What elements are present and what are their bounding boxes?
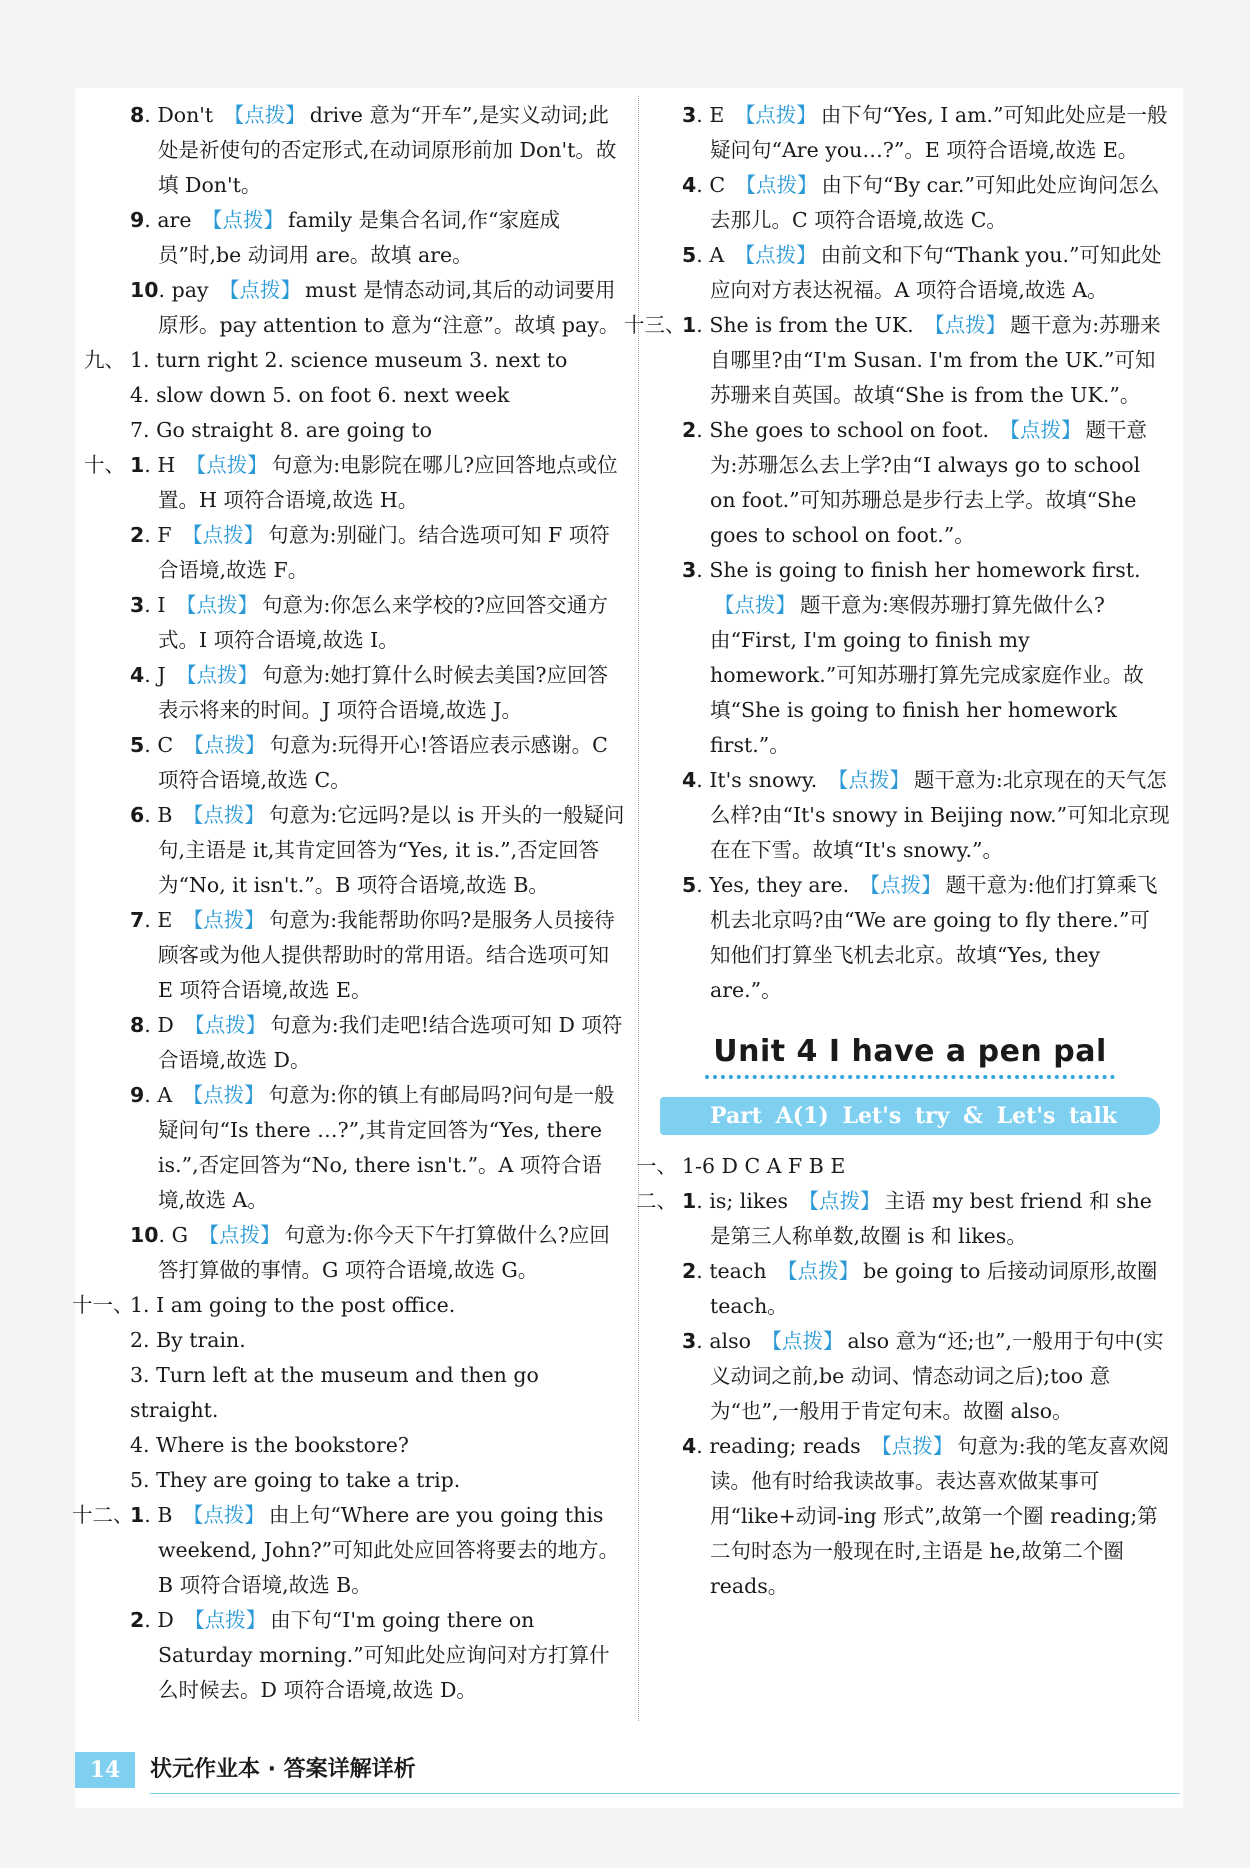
answer-item: 9. are 【点拨】 family 是集合名词,作“家庭成员”时,be 动词用 are。故填 are。 (130, 208, 560, 267)
item-number: 3 (682, 1329, 697, 1353)
item-explanation: be going to 后接动词原形,故圈 teach。 (710, 1259, 1158, 1318)
item-explanation: 由上句“Where are you going this weekend, John?”可知此处应回答将要去的地方。B 项符合语境,故选 B。 (158, 1503, 620, 1597)
unit-title-underline (705, 1075, 1115, 1079)
hint-tag: 【点拨】 (761, 1329, 844, 1353)
item-explanation: must 是情态动词,其后的动词要用原形。pay attention to 意为“注意”。故填 pay。 (158, 278, 620, 337)
answer-item: 7. E 【点拨】 句意为:我能帮助你吗?是服务人员接待顾客或为他人提供帮助时的常用语。结合选项可知 E 项符合语境,故选 E。 (130, 908, 615, 1002)
answer-item: 9. A 【点拨】 句意为:你的镇上有邮局吗?问句是一般疑问句“Is there …?”,其肯定回答为“Yes, there is.”,否定回答为“No, there isn't.”。A 项符合语境,故选 A。 (130, 1083, 615, 1212)
item-explanation: 由下句“Yes, I am.”可知此处应是一般疑问句“Are you…?”。E 项符合语境,故选 E。 (710, 103, 1168, 162)
hint-tag: 【点拨】 (827, 768, 910, 792)
item-answer: also (709, 1329, 751, 1353)
item-answer: J (157, 663, 166, 687)
hint-tag: 【点拨】 (859, 873, 942, 897)
section-number: 十一、 (72, 1293, 134, 1317)
item-number: 4 (682, 1434, 697, 1458)
item-explanation: drive 意为“开车”,是实义动词;此处是祈使句的否定形式,在动词原形前加 Don't。故填 Don't。 (158, 103, 617, 197)
item-answer: I (157, 593, 166, 617)
item-number: 2 (682, 1259, 697, 1283)
item-number: 1 (130, 453, 145, 477)
item-answer: Don't (157, 103, 214, 127)
item-answer: is; likes (709, 1189, 788, 1213)
answer-item: 2. D 【点拨】 由下句“I'm going there on Saturday morning.”可知此处应询问对方打算什么时候去。D 项符合语境,故选 D。 (130, 1608, 610, 1702)
item-explanation: 句意为:我能帮助你吗?是服务人员接待顾客或为他人提供帮助时的常用语。结合选项可知 E 项符合语境,故选 E。 (158, 908, 615, 1002)
item-answer: F (157, 523, 172, 547)
item-answer: D (157, 1608, 174, 1632)
item-explanation: also 意为“还;也”,一般用于句中(实义动词之前,be 动词、情态动词之后);too 意为“也”,一般用于肯定句末。故圈 also。 (710, 1329, 1164, 1423)
answer-item: 十二、 1. B 【点拨】 由上句“Where are you going this weekend, John?”可知此处应回答将要去的地方。B 项符合语境,故选 B。 (98, 1498, 628, 1603)
answer-item: 二、 1. is; likes 【点拨】 主语 my best friend 和 she 是第三人称单数,故圈 is 和 likes。 (650, 1184, 1170, 1254)
answer-item: 5. Yes, they are. 【点拨】 题干意为:他们打算乘飞机去北京吗?由“We are going to fly there.”可知他们打算坐飞机去北京。故填“Yes, they are.”。 (682, 873, 1158, 1002)
answer-item: 8. D 【点拨】 句意为:我们走吧!结合选项可知 D 项符合语境,故选 D。 (130, 1013, 623, 1072)
item-number: 1 (682, 313, 697, 337)
item-explanation: 题干意为:苏珊来自哪里?由“I'm Susan. I'm from the UK.”可知苏珊来自英国。故填“She is from the UK.”。 (710, 313, 1161, 407)
item-answer: E (709, 103, 725, 127)
answer-text: 2. By train. (130, 1328, 246, 1352)
item-number: 1 (130, 1503, 145, 1527)
item-explanation: 句意为:我的笔友喜欢阅读。他有时给我读故事。表达喜欢做某事可用“like+动词-ing 形式”,故第一个圈 reading;第二句时态为一般现在时,主语是 he,故第二个圈 reads。 (710, 1434, 1170, 1598)
hint-tag: 【点拨】 (714, 593, 796, 617)
item-answer: pay (171, 278, 209, 302)
hint-tag: 【点拨】 (185, 453, 268, 477)
item-answer: C (709, 173, 725, 197)
book-title: 状元作业本 · 答案详解详析 (150, 1757, 416, 1782)
answer-text: 5. They are going to take a trip. (130, 1468, 461, 1492)
item-answer: Yes, they are. (709, 873, 850, 897)
answer-item: 3. She is going to finish her homework first. 【点拨】 题干意为:寒假苏珊打算先做什么?由“First, I'm going to finish my homework.”可知苏珊打算先完成家庭作业。故填“She is going to finish her homework first.”。 (682, 558, 1144, 757)
item-answer: C (157, 733, 173, 757)
answer-item: 6. B 【点拨】 句意为:它远吗?是以 is 开头的一般疑问句,主语是 it,其肯定回答为“Yes, it is.”,否定回答为“No, it isn't.”。B 项符合语境,故选 B。 (130, 803, 625, 897)
answer-text: 1. turn right 2. science museum 3. next to (130, 348, 568, 372)
item-number: 5 (682, 873, 697, 897)
answer-item: 4. J 【点拨】 句意为:她打算什么时候去美国?应回答表示将来的时间。J 项符合语境,故选 J。 (130, 663, 608, 722)
hint-tag: 【点拨】 (184, 1608, 267, 1632)
answer-item: 十、 1. H 【点拨】 句意为:电影院在哪儿?应回答地点或位置。H 项符合语境,故选 H。 (98, 448, 628, 518)
item-number: 3 (682, 103, 697, 127)
hint-tag: 【点拨】 (182, 1083, 265, 1107)
answer-line (84, 343, 628, 378)
unit-title: Unit 4 I have a pen pal (713, 1034, 1107, 1069)
item-answer: A (709, 243, 725, 267)
hint-tag: 【点拨】 (219, 278, 302, 302)
section-number: 二、 (636, 1189, 677, 1213)
answer-item: 2. F 【点拨】 句意为:别碰门。结合选项可知 F 项符合语境,故选 F。 (130, 523, 610, 582)
hint-tag: 【点拨】 (182, 1503, 265, 1527)
answer-item: 十三、 1. She is from the UK. 【点拨】 题干意为:苏珊来自哪里?由“I'm Susan. I'm from the UK.”可知苏珊来自英国。故填“She is from the UK.”。 (650, 308, 1170, 413)
answer-item: 4. C 【点拨】 由下句“By car.”可知此处应询问怎么去那儿。C 项符合语境,故选 C。 (682, 173, 1160, 232)
hint-tag: 【点拨】 (198, 1223, 281, 1247)
section-number: 十三、 (624, 313, 686, 337)
item-explanation: 句意为:你今天下午打算做什么?应回答打算做的事情。G 项符合语境,故选 G。 (158, 1223, 610, 1282)
item-number: 8 (130, 1013, 145, 1037)
item-answer: are (157, 208, 192, 232)
item-number: 6 (130, 803, 145, 827)
part-banner: Part A(1) Let's try & Let's talk (660, 1097, 1160, 1135)
answer-text: 7. Go straight 8. are going to (130, 418, 432, 442)
item-explanation: 由前文和下句“Thank you.”可知此处应向对方表达祝福。A 项符合语境,故选 A。 (710, 243, 1162, 302)
item-answer: B (157, 803, 173, 827)
section-number: 九、 (84, 348, 125, 372)
answer-line (72, 1288, 628, 1323)
item-explanation: 句意为:你怎么来学校的?应回答交通方式。I 项符合语境,故选 I。 (158, 593, 608, 652)
item-number: 8 (130, 103, 145, 127)
section-number: 一、 (636, 1154, 677, 1178)
hint-tag: 【点拨】 (735, 173, 818, 197)
hint-tag: 【点拨】 (184, 1013, 267, 1037)
hint-tag: 【点拨】 (182, 523, 265, 547)
item-answer: teach (709, 1259, 767, 1283)
item-answer: G (171, 1223, 188, 1247)
answer-item: 5. A 【点拨】 由前文和下句“Thank you.”可知此处应向对方表达祝福。A 项符合语境,故选 A。 (682, 243, 1162, 302)
answer-item: 3. also 【点拨】 also 意为“还;也”,一般用于句中(实义动词之前,be 动词、情态动词之后);too 意为“也”,一般用于肯定句末。故圈 also。 (682, 1329, 1164, 1423)
hint-tag: 【点拨】 (182, 908, 265, 932)
answer-line (636, 1149, 1170, 1184)
answer-item: 2. She goes to school on foot. 【点拨】 题干意为:苏珊怎么去上学?由“I always go to school on foot.”可知苏珊总是步行去上学。故填“She goes to school on foot.”。 (682, 418, 1148, 547)
item-explanation: 题干意为:他们打算乘飞机去北京吗?由“We are going to fly there.”可知他们打算坐飞机去北京。故填“Yes, they are.”。 (710, 873, 1158, 1002)
hint-tag: 【点拨】 (924, 313, 1007, 337)
item-explanation: 由下句“I'm going there on Saturday morning.”可知此处应询问对方打算什么时候去。D 项符合语境,故选 D。 (158, 1608, 610, 1702)
item-number: 2 (682, 418, 697, 442)
answer-line (98, 1358, 628, 1428)
answer-text: 4. slow down 5. on foot 6. next week (130, 383, 510, 407)
answer-item: 10. G 【点拨】 句意为:你今天下午打算做什么?应回答打算做的事情。G 项符合语境,故选 G。 (130, 1223, 610, 1282)
item-explanation: 题干意为:苏珊怎么去上学?由“I always go to school on foot.”可知苏珊总是步行去上学。故填“She goes to school on foot.”。 (710, 418, 1148, 547)
hint-tag: 【点拨】 (798, 1189, 881, 1213)
answer-item: 3. I 【点拨】 句意为:你怎么来学校的?应回答交通方式。I 项符合语境,故选 I。 (130, 593, 608, 652)
item-number: 3 (130, 593, 145, 617)
right-column (624, 98, 1170, 1604)
item-number: 9 (130, 208, 145, 232)
hint-tag: 【点拨】 (202, 208, 284, 232)
item-answer: B (157, 1503, 173, 1527)
item-explanation: 主语 my best friend 和 she 是第三人称单数,故圈 is 和 likes。 (710, 1189, 1152, 1248)
section-number: 十、 (84, 453, 125, 477)
hint-tag: 【点拨】 (175, 593, 258, 617)
item-explanation: 句意为:她打算什么时候去美国?应回答表示将来的时间。J 项符合语境,故选 J。 (158, 663, 608, 722)
item-explanation: 句意为:玩得开心!答语应表示感谢。C 项符合语境,故选 C。 (158, 733, 608, 792)
item-number: 4 (682, 173, 697, 197)
answer-text: 3. Turn left at the museum and then go straight. (130, 1363, 539, 1422)
answer-line (98, 413, 628, 448)
item-number: 4 (682, 768, 697, 792)
hint-tag: 【点拨】 (999, 418, 1082, 442)
answer-text: 4. Where is the bookstore? (130, 1433, 409, 1457)
item-number: 3 (682, 558, 697, 582)
answer-item: 8. Don't 【点拨】 drive 意为“开车”,是实义动词;此处是祈使句的否定形式,在动词原形前加 Don't。故填 Don't。 (130, 103, 617, 197)
item-answer: She goes to school on foot. (709, 418, 989, 442)
answer-item: 2. teach 【点拨】 be going to 后接动词原形,故圈 teach。 (682, 1259, 1158, 1318)
item-number: 5 (130, 733, 145, 757)
hint-tag: 【点拨】 (183, 733, 266, 757)
hint-tag: 【点拨】 (734, 243, 817, 267)
hint-tag: 【点拨】 (871, 1434, 954, 1458)
item-answer: A (157, 1083, 173, 1107)
item-number: 2 (130, 1608, 145, 1632)
item-explanation: family 是集合名词,作“家庭成员”时,be 动词用 are。故填 are。 (158, 208, 560, 267)
section-number: 十二、 (72, 1503, 134, 1527)
item-explanation: 题干意为:寒假苏珊打算先做什么?由“First, I'm going to finish my homework.”可知苏珊打算先完成家庭作业。故填“She is going to finish her homework first.”。 (710, 593, 1144, 757)
item-number: 4 (130, 663, 145, 687)
item-answer: It's snowy. (709, 768, 818, 792)
answer-item: 4. reading; reads 【点拨】 句意为:我的笔友喜欢阅读。他有时给我读故事。表达喜欢做某事可用“like+动词-ing 形式”,故第一个圈 reading;第二句时态为一般现在时,主语是 he,故第二个圈 reads。 (682, 1434, 1170, 1598)
item-number: 10 (130, 278, 159, 302)
answer-text: 1-6 D C A F B E (682, 1154, 846, 1178)
page-number: 14 (75, 1752, 135, 1788)
item-answer: She is from the UK. (709, 313, 914, 337)
item-explanation: 由下句“By car.”可知此处应询问怎么去那儿。C 项符合语境,故选 C。 (710, 173, 1160, 232)
item-explanation: 句意为:别碰门。结合选项可知 F 项符合语境,故选 F。 (158, 523, 610, 582)
item-answer: E (157, 908, 173, 932)
item-answer: D (157, 1013, 174, 1037)
item-number: 1 (682, 1189, 697, 1213)
item-number: 5 (682, 243, 697, 267)
item-explanation: 句意为:你的镇上有邮局吗?问句是一般疑问句“Is there …?”,其肯定回答为“Yes, there is.”,否定回答为“No, there isn't.”。A 项符合语境,故选 A。 (158, 1083, 615, 1212)
item-explanation: 句意为:电影院在哪儿?应回答地点或位置。H 项符合语境,故选 H。 (158, 453, 618, 512)
item-answer: She is going to finish her homework first. (709, 558, 1141, 582)
hint-tag: 【点拨】 (734, 103, 817, 127)
item-explanation: 题干意为:北京现在的天气怎么样?由“It's snowy in Beijing now.”可知北京现在在下雪。故填“It's snowy.”。 (710, 768, 1170, 862)
item-answer: reading; reads (709, 1434, 861, 1458)
footer-rule (150, 1793, 1180, 1794)
item-explanation: 句意为:它远吗?是以 is 开头的一般疑问句,主语是 it,其肯定回答为“Yes, it is.”,否定回答为“No, it isn't.”。B 项符合语境,故选 B。 (158, 803, 625, 897)
hint-tag: 【点拨】 (176, 663, 259, 687)
item-number: 2 (130, 523, 145, 547)
hint-tag: 【点拨】 (223, 103, 306, 127)
answer-text: 1. I am going to the post office. (130, 1293, 456, 1317)
answer-line (98, 1463, 628, 1498)
hint-tag: 【点拨】 (777, 1259, 860, 1283)
answer-item: 5. C 【点拨】 句意为:玩得开心!答语应表示感谢。C 项符合语境,故选 C。 (130, 733, 608, 792)
answer-item: 3. E 【点拨】 由下句“Yes, I am.”可知此处应是一般疑问句“Are you…?”。E 项符合语境,故选 E。 (682, 103, 1168, 162)
item-number: 7 (130, 908, 145, 932)
answer-item: 4. It's snowy. 【点拨】 题干意为:北京现在的天气怎么样?由“It's snowy in Beijing now.”可知北京现在在下雪。故填“It's snowy.”。 (682, 768, 1170, 862)
answer-item: 10. pay 【点拨】 must 是情态动词,其后的动词要用原形。pay attention to 意为“注意”。故填 pay。 (130, 278, 620, 337)
left-column (72, 98, 628, 1708)
item-number: 9 (130, 1083, 145, 1107)
item-answer: H (157, 453, 176, 477)
answer-line (98, 1428, 628, 1463)
answer-line (98, 378, 628, 413)
answer-line (98, 1323, 628, 1358)
item-explanation: 句意为:我们走吧!结合选项可知 D 项符合语境,故选 D。 (158, 1013, 623, 1072)
hint-tag: 【点拨】 (182, 803, 265, 827)
item-number: 10 (130, 1223, 159, 1247)
